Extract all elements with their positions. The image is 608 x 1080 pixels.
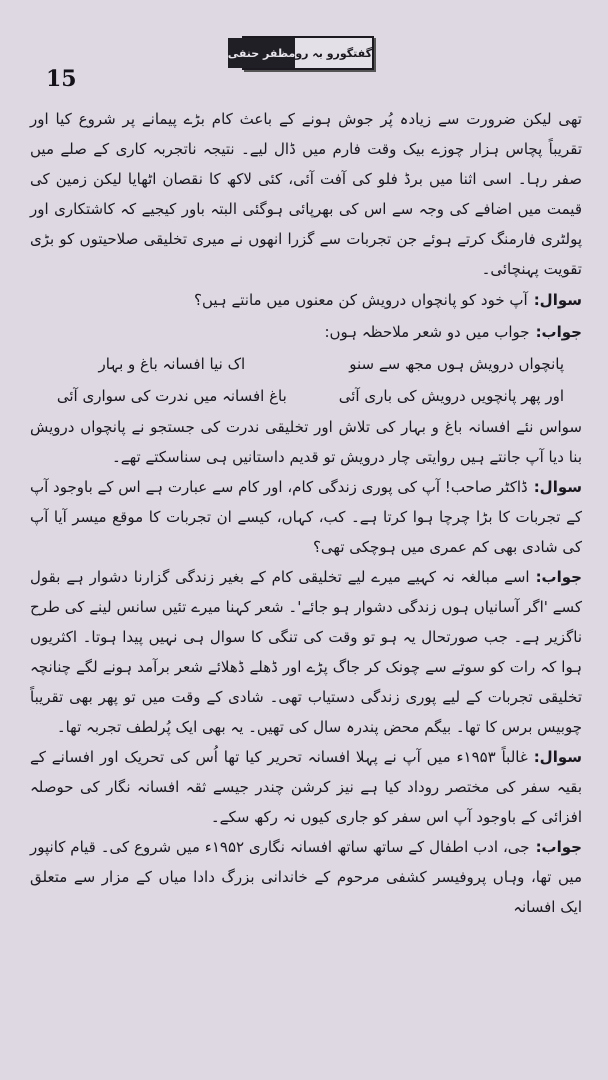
paragraph-text: تھی لیکن ضرورت سے زیادہ پُر جوش ہونے کے باعث کام بڑے پیمانے پر شروع کیا اور تقریباً پچاس ہزار چوزے بیک وقت فارم میں ڈال لیے۔ نتیجہ ناتجربہ کاری کے صلے میں صفر رہا۔ اسی اثنا میں برڈ فلو کی آفت آئی، کئی لاکھ کا نقصان اٹھایا لیکن زمین کی قیمت میں اضافے کی وجہ سے اس کی بھرپائی ہوگئی البتہ باور کیجیے کہ کاشتکاری اور پولٹری فارمنگ کرتے ہوئے جن تجربات سے گزرا انھوں نے میری تخلیقی صلاحیتوں کو بڑی تقویت پہنچائی۔ — [30, 110, 582, 278]
page-number: 15 — [46, 66, 77, 92]
verse-second-half: اک نیا افسانہ باغ و بہار — [98, 355, 246, 373]
paragraph-continuation — [30, 412, 582, 472]
header-author-label: مظفر حنفی — [228, 38, 296, 68]
paragraph-text: جواب میں دو شعر ملاحظہ ہوں: — [324, 323, 530, 341]
header-middle-label: رو بہ رو — [295, 46, 340, 60]
answer-paragraph — [30, 562, 582, 742]
verse-line — [30, 380, 582, 412]
speaker-label: جواب: — [535, 568, 582, 586]
running-header — [227, 36, 374, 70]
question-paragraph — [30, 284, 582, 316]
speaker-label: سوال: — [533, 748, 582, 766]
paragraph-text: آپ خود کو پانچواں درویش کن معنوں میں مانتے ہیں؟ — [194, 291, 528, 309]
answer-paragraph — [30, 316, 582, 348]
paragraph-text: سواس نئے افسانہ باغ و بہار کی تلاش اور تخلیقی ندرت کی جستجو نے پانچواں درویش بنا دیا آپ جانتے ہیں روایتی چار درویش تو قدیم داستانیں ہی سناسکتے تھے۔ — [30, 418, 582, 466]
speaker-label: جواب: — [535, 838, 582, 856]
answer-paragraph — [30, 832, 582, 922]
paragraph-intro — [30, 104, 582, 284]
paragraph-text: غالباً ۱۹۵۳ء میں آپ نے پہلا افسانہ تحریر کیا تھا اُس کی تحریک اور افسانے کے بقیہ سفر کی مختصر روداد کیا ہے نیز کرشن چندر جیسے ثقہ افسانہ نگار کی حوصلہ افزائی کے باوجود آپ اس سفر کو جاری کیوں نہ رکھ سکے۔ — [30, 748, 582, 826]
paragraph-text: جی، ادب اطفال کے ساتھ ساتھ افسانہ نگاری ۱۹۵۲ء میں شروع کی۔ قیام کانپور میں تھا، وہاں پروفیسر کشفی مرحوم کے خاندانی بزرگ دادا میاں کے مزار سے متعلق ایک افسانہ — [30, 838, 582, 916]
page-body — [30, 104, 582, 922]
speaker-label: سوال: — [533, 291, 582, 309]
speaker-label: جواب: — [535, 323, 582, 341]
verse-first-half: پانچواں درویش ہوں مجھ سے سنو — [349, 355, 564, 373]
verse-first-half: اور پھر پانچویں درویش کی باری آئی — [338, 387, 564, 405]
header-left-label: گفتگو — [339, 46, 372, 60]
speaker-label: سوال: — [533, 478, 582, 496]
paragraph-text: اسے مبالغہ نہ کہیے میرے لیے تخلیقی کام کے بغیر زندگی گزارنا دشوار ہے بقول کسے 'اگر آسانیاں ہوں زندگی دشوار ہو جائے'۔ شعر کہنا میرے تئیں سانس لینے کی طرح ناگزیر ہے۔ جب صورتحال یہ ہو تو وقت کی تنگی کا سوال ہی نہیں پیدا ہوتا۔ اکثریوں ہوا کہ رات کو سوتے سے چونک کر جاگ پڑے اور ڈھلے ڈھلائے شعر برآمد ہونے لگے چنانچہ تخلیقی تجربات کے لیے پوری زندگی دستیاب تھی۔ شادی کے وقت میں تو پھر بھی تقریباً چوبیس برس کا تھا۔ بیگم محض پندرہ سال کی تھیں۔ یہ بھی ایک پُرلطف تجربہ تھا۔ — [30, 568, 582, 736]
paragraph-text: ڈاکٹر صاحب! آپ کی پوری زندگی کام، اور کام سے عبارت ہے اس کے باوجود آپ کے تجربات کا بڑا چرچا ہوا کرتا ہے۔ کب، کہاں، کیسے ان تجربات کا موقع میسر آیا آپ کی شادی بھی کم عمری میں ہوچکی تھی؟ — [30, 478, 582, 556]
verse-line — [30, 348, 582, 380]
question-paragraph — [30, 742, 582, 832]
question-paragraph — [30, 472, 582, 562]
verse-second-half: باغ افسانہ میں ندرت کی سواری آئی — [56, 387, 287, 405]
